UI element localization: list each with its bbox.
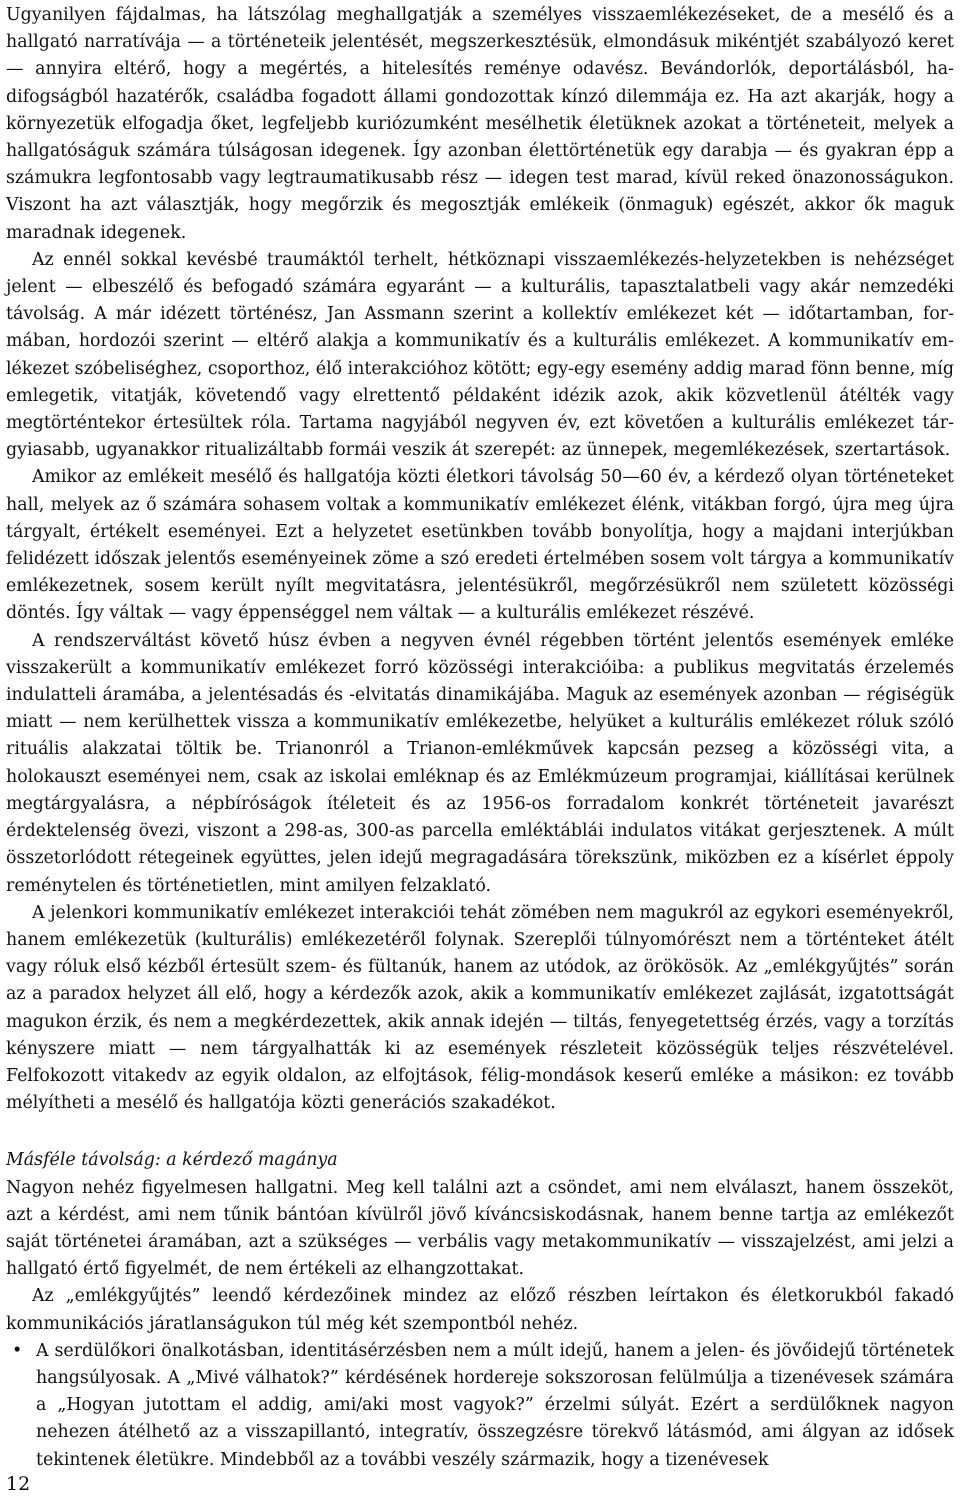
paragraph-2: Az ennél sokkal kevésbé traumáktól terhelt, hétköznapi visszaemlékezés-helyzetekben is nehézséget jelent — elbeszélő és befogadó számára egyaránt — a kulturális, tapasztalatbeli vagy akár nemzedéki távolság. A már idézett történész, Jan Assmann szerint a kollektív emlékezet két — időtartamban, formában, hordozói szerint — eltérő alakja a kommunikatív és a kulturális emlékezet. A kommunikatív emlékezet szóbeliséghez, csoporthoz, élő interakcióhoz kötött; egy-egy esemény addig marad fönn benne, míg emlegetik, vitatják, követendő vagy elrettentő példaként idézik azok, akik közvetlenül átélték vagy megtörténtekor értesültek róla. Tartama nagyjából negyven év, ezt követően a kulturális emlékezet tárgyiasabb, ugyanakkor ritualizáltabb formái veszik át szerepét: az ünnepek, megemlékezések, szertartások. xyxy=(6,249,954,461)
paragraph-4: A rendszerváltást követő húsz évben a negyven évnél régebben történt jelentős események emléke visszakerült a kommunikatív emlékezet forró közösségi interakcióiba: a publikus megvitatás érzelemés indulatteli áramába, a jelentésadás és -elvitatás dinamikájába. Maguk az események azonban — régiségük miatt — nem kerülhettek vissza a kommunikatív emlékezetbe, helyüket a kulturális emlékezet róluk szóló rituális alakzatai töltik be. Trianonról a Trianon-emlékművek kapcsán pezseg a közösségi vita, a holokauszt eseményei nem, csak az iskolai emléknap és az Emlékmúzeum programjai, kiállításai kerülnek megtárgyalásra, a népbíróságok ítéleteit és az 1956-os forradalom konkrét történeteit javarészt érdektelenség övezi, viszont a 298-as, 300-as parcella emléktáblái indulatos vitákat gerjesztenek. A múlt összetorlódott rétegeinek együttes, jelen idejű megragadására törekszünk, miközben ez a kísérlet éppoly reménytelen és történetietlen, mint amilyen felzaklató. xyxy=(6,630,954,896)
section-heading: Másféle távolság: a kérdező magánya xyxy=(6,1150,338,1171)
paragraph-1: Ugyanilyen fájdalmas, ha látszólag meghallgatják a személyes visszaemlékezéseket, de a mesélő és a hallgató narratívája — a történeteik jelentését, megszerkesztésük, elmondásuk mikéntjét szabályozó keret — annyira eltérő, hogy a megértés, a hitelesítés reménye odavész. Bevándorlók, deportálásból, hadifogságból hazatérők, családba fogadott állami gondozottak kínzó dilemmája ez. Ha azt akarják, hogy a környezetük elfogadja őket, legfeljebb kuriózumként mesélhetik életüknek azokat a történeteit, melyek a hallgatóságuk számára túlságosan idegenek. Így azonban élettörténetük egy darabja — és gyakran épp a számukra legfontosabb vagy legtraumatikusabb rész — idegen test marad, kívül reked önazonosságukon. Viszont ha azt választják, hogy megőrzik és megosztják emlékeik (önmaguk) egészét, akkor ők maguk maradnak idegenek. xyxy=(6,5,954,243)
document-page xyxy=(6,2,954,1474)
page-number: 12 xyxy=(6,1473,31,1495)
paragraph-3: Amikor az emlékeit mesélő és hallgatója közti életkori távolság 50—60 év, a kérdező olyan történeteket hall, melyek az ő számára sohasem voltak a kommunikatív emlékezet élénk, vitákban forgó, újra meg újra tárgyalt, értékelt eseményei. Ezt a helyzetet esetünkben tovább bonyolítja, hogy a majdani interjúkban felidézett időszak jelentős eseményeinek zöme a szó eredeti értelmében sosem volt tárgya a kommunikatív emlékezetnek, sosem került nyílt megvitatásra, jelentésükről, megőrzésükről nem született közösségi döntés. Így váltak — vagy éppenséggel nem váltak — a kulturális emlékezet részévé. xyxy=(6,467,954,624)
section-paragraph-1: Nagyon nehéz figyelmesen hallgatni. Meg kell találni azt a csöndet, ami nem elválaszt, hanem összeköt, azt a kérdést, ami nem tűnik bántóan kívülről jövő kíváncsiskodásnak, hanem benne tartja az emlékezőt saját történetei áramában, azt a szükséges — verbális vagy metakommunikatív — visszajelzést, ami jelzi a hallgató értő figyelmét, de nem értékeli az elhangzottakat. xyxy=(6,1177,954,1280)
bullet-item: • A serdülőkori önalkotásban, identitásérzésben nem a múlt idejű, hanem a jelen- és jövőidejű történetek hangsúlyosak. A „Mivé válhatok?” kérdésének hordereje sokszorosan felülmúlja a tizenévesek számára a „Hogyan jutottam el addig, ami/aki most vagyok?” érzelmi súlyát. Ezért a serdülőknek nagyon nehezen átélhető az a visszapillantó, integratív, összegzésre törekvő látásmód, ami álgyan az idősek tekintenek életükre. Mindebből az a további veszély származik, hogy a tizenévesek xyxy=(36,1338,954,1474)
section-spacer xyxy=(6,1117,954,1147)
bullet-list xyxy=(6,1338,954,1474)
section-paragraph-2: Az „emlékgyűjtés” leendő kérdezőinek mindez az előző részben leírtakon és életkorukból fakadó kommunikációs járatlanságukon túl még két szempontból nehéz. xyxy=(6,1286,954,1334)
paragraph-5: A jelenkori kommunikatív emlékezet interakciói tehát zömében nem magukról az egykori eseményekről, hanem emlékezetük (kulturális) emlékezetéről folynak. Szereplői túlnyomórészt nem a történteket átélt vagy róluk első kézből értesült szem- és fültanúk, hanem az utódok, az örökösök. Az „emlékgyűjtés” során az a paradox helyzet áll elő, hogy a kérdezők azok, akik a kommunikatív emlékezet zajlását, izgatottságát magukon érzik, és nem a megkérdezettek, akik annak idején — tiltás, fenyegetettség érzés, vagy a torzítás kényszere miatt — nem tárgyalhatták ki az események részleteit közösségük teljes részvételével. Felfokozott vitakedv az egyik oldalon, az elfojtások, félig-mondások keserű emléke a másikon: ez tovább mélyítheti a mesélő és hallgatója közti generációs szakadékot. xyxy=(6,902,954,1114)
